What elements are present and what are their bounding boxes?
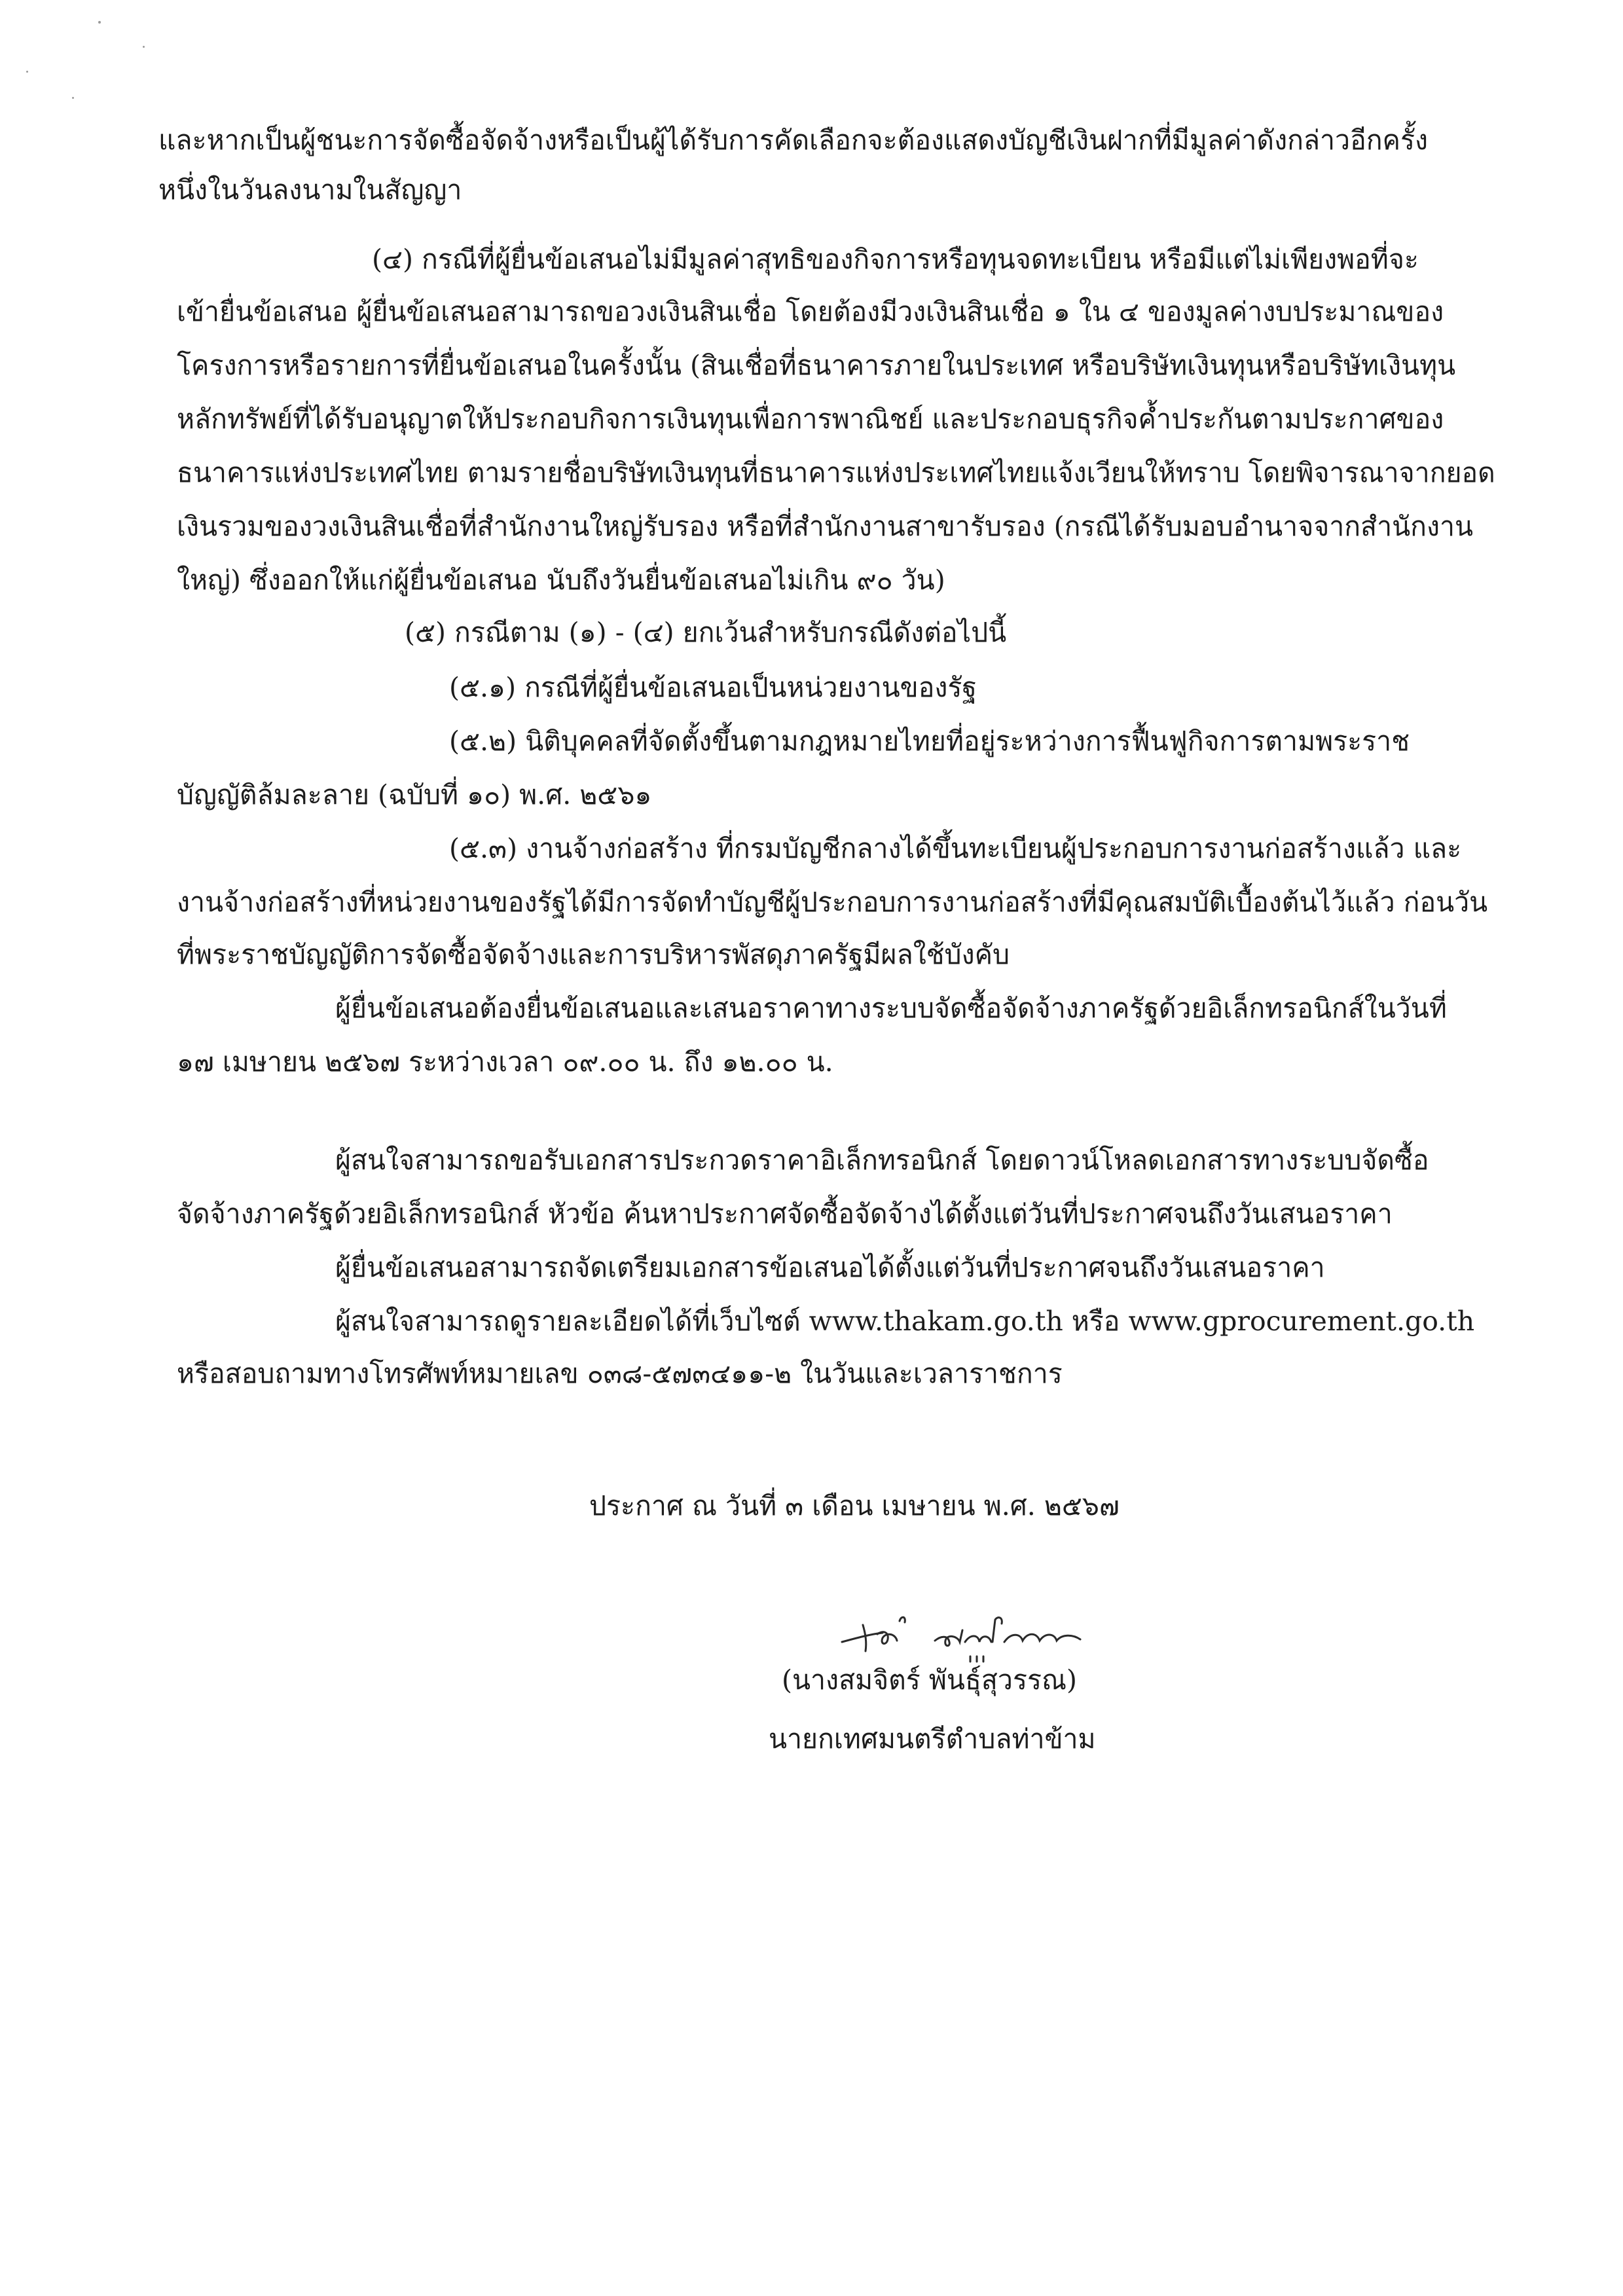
clause-4-line-4: หลักทรัพย์ที่ได้รับอนุญาตให้ประกอบกิจการเงินทุนเพื่อการพาณิชย์ และประกอบธุรกิจค้ำประกันตามประกาศของ [177, 403, 1444, 435]
prepare-line: ผู้ยื่นข้อเสนอสามารถจัดเตรียมเอกสารข้อเสนอได้ตั้งแต่วันที่ประกาศจนถึงวันเสนอราคา [335, 1252, 1325, 1283]
download-line-2: จัดจ้างภาครัฐด้วยอิเล็กทรอนิกส์ หัวข้อ ค้นหาประกาศจัดซื้อจัดจ้างได้ตั้งแต่วันที่ประกาศจนถึงวันเสนอราคา [177, 1198, 1393, 1230]
clause-5-1: (๕.๑) กรณีที่ผู้ยื่นข้อเสนอเป็นหน่วยงานของรัฐ [449, 672, 977, 703]
scan-speck [143, 46, 145, 48]
clause-4-line-6: เงินรวมของวงเงินสินเชื่อที่สำนักงานใหญ่รับรอง หรือที่สำนักงานสาขารับรอง (กรณีได้รับมอบอำนาจจากสำนักงาน [177, 511, 1474, 542]
paragraph-continuation-line-2: หนึ่งในวันลงนามในสัญญา [158, 174, 462, 206]
download-line-1: ผู้สนใจสามารถขอรับเอกสารประกวดราคาอิเล็กทรอนิกส์ โดยดาวน์โหลดเอกสารทางระบบจัดซื้อ [335, 1144, 1429, 1176]
scan-speck [98, 21, 101, 24]
clause-4-line-5: ธนาคารแห่งประเทศไทย ตามรายชื่อบริษัทเงินทุนที่ธนาคารแห่งประเทศไทยแจ้งเวียนให้ทราบ โดยพิจารณาจากยอด [177, 457, 1495, 488]
clause-5-2-line-2: บัญญัติล้มละลาย (ฉบับที่ ๑๐) พ.ศ. ๒๕๖๑ [177, 779, 652, 811]
clause-5-2-line-1: (๕.๒) นิติบุคคลที่จัดตั้งขึ้นตามกฎหมายไทยที่อยู่ระหว่างการฟื้นฟูกิจการตามพระราช [449, 725, 1410, 757]
clause-4-line-1: (๔) กรณีที่ผู้ยื่นข้อเสนอไม่มีมูลค่าสุทธิของกิจการหรือทุนจดทะเบียน หรือมีแต่ไม่เพียงพอที่จะ [372, 244, 1419, 275]
clause-4-line-7: ใหญ่) ซึ่งออกให้แก่ผู้ยื่นข้อเสนอ นับถึงวันยื่นข้อเสนอไม่เกิน ๙๐ วัน) [177, 564, 945, 596]
clause-4-line-2: เข้ายื่นข้อเสนอ ผู้ยื่นข้อเสนอสามารถขอวงเงินสินเชื่อ โดยต้องมีวงเงินสินเชื่อ ๑ ใน ๔ ของมูลค่างบประมาณของ [177, 296, 1444, 327]
scan-speck [72, 97, 74, 99]
clause-4-line-3: โครงการหรือรายการที่ยื่นข้อเสนอในครั้งนั้น (สินเชื่อที่ธนาคารภายในประเทศ หรือบริษัทเงินทุนหรือบริษัทเงินทุน [177, 350, 1456, 381]
signatory-name: (นางสมจิตร์ พันธุ์สุวรรณ) [782, 1664, 1078, 1696]
submission-line-1: ผู้ยื่นข้อเสนอต้องยื่นข้อเสนอและเสนอราคาทางระบบจัดซื้อจัดจ้างภาครัฐด้วยอิเล็กทรอนิกส์ในวันที่ [335, 993, 1447, 1024]
clause-5-3-line-1: (๕.๓) งานจ้างก่อสร้าง ที่กรมบัญชีกลางได้ขึ้นทะเบียนผู้ประกอบการงานก่อสร้างแล้ว และ [449, 833, 1462, 864]
submission-line-2: ๑๗ เมษายน ๒๕๖๗ ระหว่างเวลา ๐๙.๐๐ น. ถึง ๑๒.๐๐ น. [177, 1046, 833, 1078]
clause-5-3-line-2: งานจ้างก่อสร้างที่หน่วยงานของรัฐได้มีการจัดทำบัญชีผู้ประกอบการงานก่อสร้างที่มีคุณสมบัติเบื้องต้นไว้แล้ว ก่อนวัน [177, 886, 1488, 918]
clause-5-3-line-3: ที่พระราชบัญญัติการจัดซื้อจัดจ้างและการบริหารพัสดุภาครัฐมีผลใช้บังคับ [177, 939, 1010, 970]
paragraph-continuation-line-1: และหากเป็นผู้ชนะการจัดซื้อจัดจ้างหรือเป็นผู้ได้รับการคัดเลือกจะต้องแสดงบัญชีเงินฝากที่มีมูลค่าดังกล่าวอีกครั้ง [158, 124, 1428, 156]
announcement-date: ประกาศ ณ วันที่ ๓ เดือน เมษายน พ.ศ. ๒๕๖๗ [589, 1490, 1120, 1522]
signatory-title: นายกเทศมนตรีตำบลท่าข้าม [769, 1723, 1096, 1755]
contact-line-2: หรือสอบถามทางโทรศัพท์หมายเลข ๐๓๘-๕๗๓๔๑๑-๒ ในวันและเวลาราชการ [177, 1358, 1063, 1389]
contact-line-1: ผู้สนใจสามารถดูรายละเอียดได้ที่เว็บไซต์ www.thakam.go.th หรือ www.gprocurement.go.th [335, 1305, 1475, 1337]
scan-speck [26, 71, 28, 73]
clause-5: (๕) กรณีตาม (๑) - (๔) ยกเว้นสำหรับกรณีดังต่อไปนี้ [405, 617, 1007, 648]
